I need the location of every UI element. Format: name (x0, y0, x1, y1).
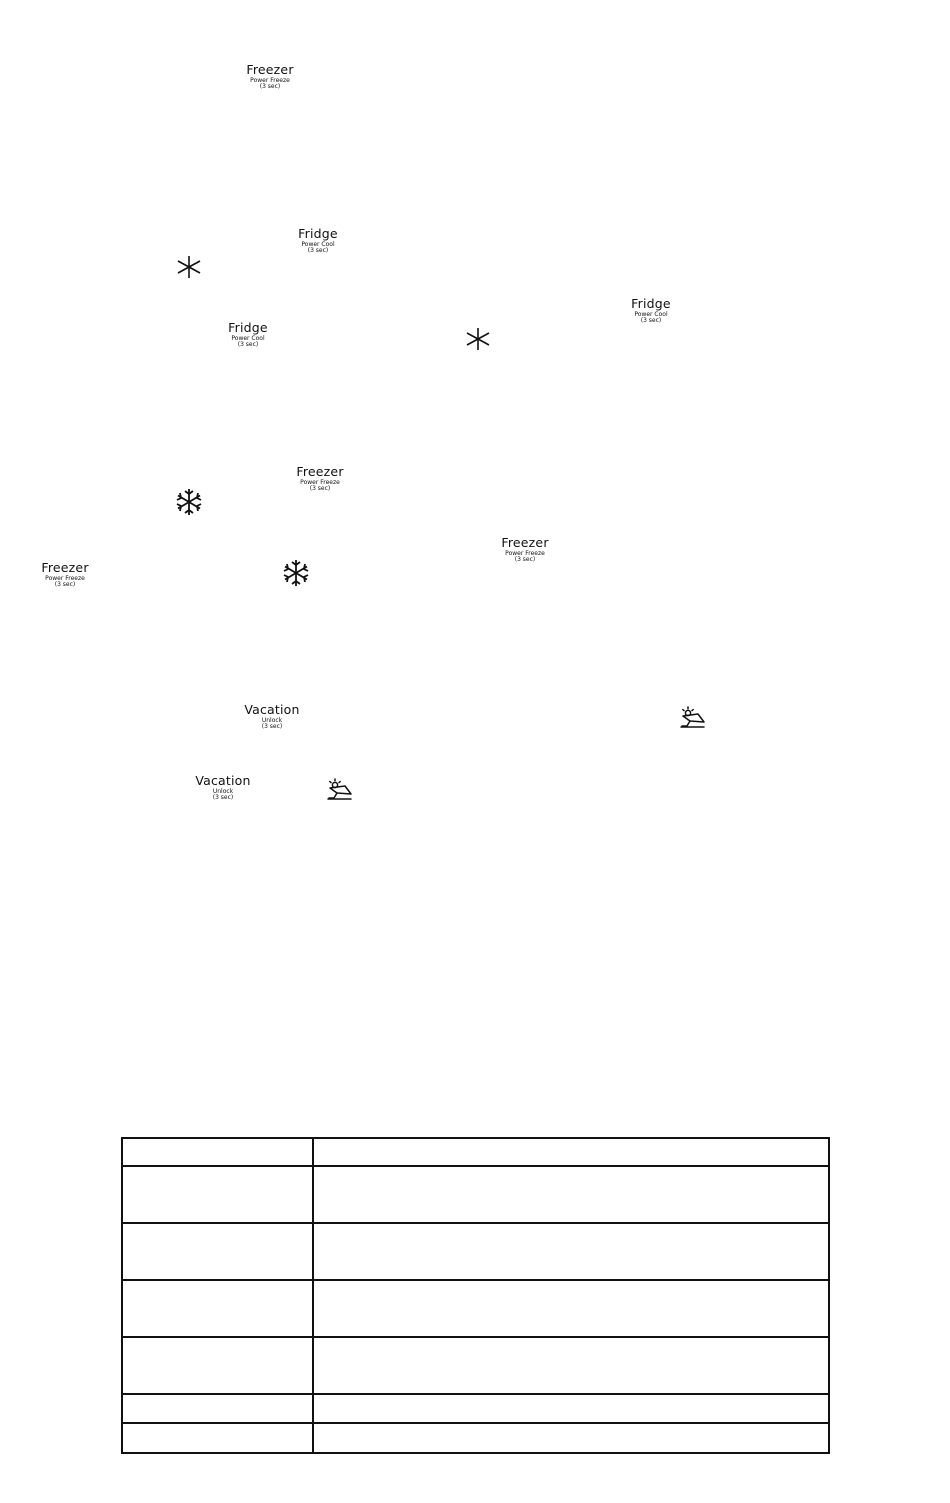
label-hold-time: (3 sec) (307, 246, 329, 254)
vacation-unlock-label (195, 775, 250, 801)
function-table (121, 1137, 830, 1454)
snowflake-icon (175, 488, 203, 516)
fridge-power-cool-label (631, 298, 671, 324)
label-subtitle: Power Freeze (250, 76, 290, 84)
freezer-power-freeze-label (296, 466, 343, 492)
table-cell (123, 1167, 314, 1224)
freezer-power-freeze-label (41, 562, 88, 588)
label-title: Fridge (228, 320, 268, 335)
table-cell (314, 1424, 828, 1452)
snowflake-icon (282, 559, 310, 587)
label-subtitle: Unlock (261, 716, 283, 724)
fridge-power-cool-label (298, 228, 338, 254)
label-subtitle: Power Freeze (45, 574, 85, 582)
table-cell (123, 1395, 314, 1424)
label-hold-time: (3 sec) (259, 82, 281, 90)
label-hold-time: (3 sec) (54, 580, 76, 588)
label-hold-time: (3 sec) (237, 340, 259, 348)
table-cell (123, 1281, 314, 1338)
label-title: Fridge (298, 226, 338, 241)
label-hold-time: (3 sec) (212, 793, 234, 801)
label-title: Fridge (631, 296, 671, 311)
label-subtitle: Power Freeze (505, 549, 545, 557)
label-title: Vacation (195, 773, 251, 788)
table-cell (123, 1338, 314, 1395)
label-hold-time: (3 sec) (261, 722, 283, 730)
asterisk-icon (465, 327, 491, 351)
label-title: Freezer (41, 560, 89, 575)
label-subtitle: Power Cool (634, 310, 668, 318)
label-subtitle: Power Cool (301, 240, 335, 248)
label-subtitle: Power Cool (231, 334, 265, 342)
vacation-icon (326, 778, 353, 800)
table-cell (314, 1395, 828, 1424)
label-hold-time: (3 sec) (309, 484, 331, 492)
table-cell (314, 1167, 828, 1224)
vacation-icon (679, 706, 706, 728)
freezer-power-freeze-label (501, 537, 548, 563)
label-hold-time: (3 sec) (514, 555, 536, 563)
freezer-power-freeze-label (246, 64, 293, 90)
table-cell (314, 1281, 828, 1338)
table-cell (123, 1139, 314, 1167)
label-title: Vacation (244, 702, 300, 717)
vacation-unlock-label (244, 704, 299, 730)
table-cell (314, 1224, 828, 1281)
label-title: Freezer (296, 464, 344, 479)
table-cell (314, 1338, 828, 1395)
fridge-power-cool-label (228, 322, 268, 348)
label-subtitle: Power Freeze (300, 478, 340, 486)
label-title: Freezer (246, 62, 294, 77)
table-cell (123, 1224, 314, 1281)
table-cell (314, 1139, 828, 1167)
label-hold-time: (3 sec) (640, 316, 662, 324)
table-cell (123, 1424, 314, 1452)
asterisk-icon (176, 255, 202, 279)
label-title: Freezer (501, 535, 549, 550)
label-subtitle: Unlock (212, 787, 234, 795)
